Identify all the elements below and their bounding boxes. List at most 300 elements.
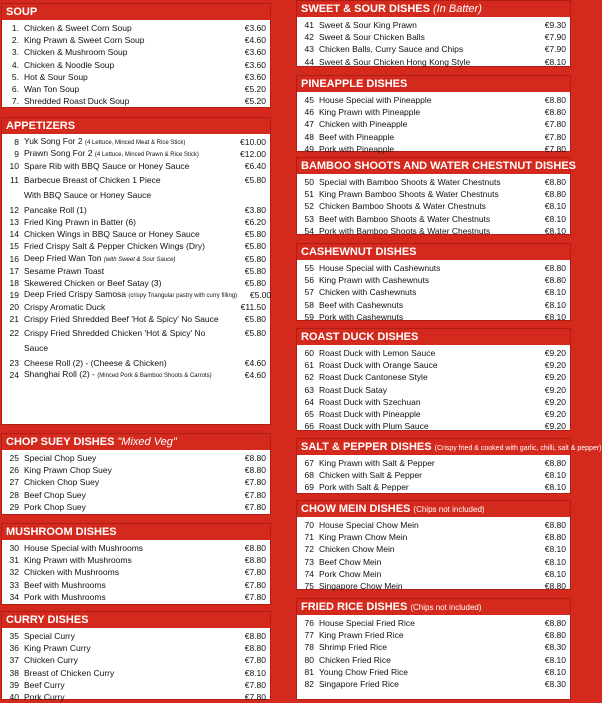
item-name-text: Roast Duck with Szechuan [319,396,421,407]
item-number: 9 [14,149,19,160]
item-number: 65 [304,408,314,419]
item-number: 32 [9,567,19,578]
menu-item [6,667,266,679]
item-number: 25 [9,453,19,463]
item-list [297,455,570,494]
item-price: €8.80 [244,643,266,654]
section-title: FRIED RICE DISHES [301,601,408,613]
item-name-text: Prawn Song For 2 [24,148,93,159]
item-name [319,19,532,31]
item-name [319,666,532,678]
item-name [24,630,232,642]
section-title: SWEET & SOUR DISHES [301,3,430,15]
item-name [319,420,532,432]
item-name-text: Roast Duck Cantonese Style [319,372,428,383]
item-price: €5.20 [244,96,266,107]
menu-item [301,481,566,493]
item-name [24,59,232,71]
item-name-text: Skewered Chicken or Beef Satay (3) [24,277,162,288]
item-name-text: Crispy Fried Shredded Beef 'Hot & Spicy' No Sauce [24,314,219,325]
section-title: SALT & PEPPER DISHES [301,441,432,453]
item-name-text: Shanghai Roll (2) - [24,369,95,379]
item-name [24,160,232,172]
item-price: €9.30 [544,20,566,30]
item-description: (with Sweet & Sour Sauce) [103,256,176,263]
item-price: €8.10 [544,299,566,310]
item-number: 8 [14,137,19,147]
item-price: €8.80 [244,555,266,566]
item-name [319,359,532,371]
item-price: €8.30 [544,678,566,689]
menu-item [301,19,566,31]
item-price: €7.80 [244,567,266,578]
item-number: 18 [9,277,19,288]
item-price: €6.40 [244,161,266,172]
item-price: €8.80 [544,618,566,628]
item-name-text: Crispy Aromatic Duck [24,302,106,313]
menu-item [6,59,266,71]
section-fried-rice [296,598,571,700]
item-price: €9.20 [544,372,566,383]
item-name [24,83,232,95]
item-list [297,174,570,237]
item-number: 75 [304,580,314,591]
item-name [319,118,532,130]
item-number: 82 [304,678,314,689]
item-number: 64 [304,396,314,407]
section-salt-pepper [296,438,602,494]
item-name-text: House Special with Mushrooms [24,543,144,553]
item-number: 55 [304,263,314,273]
item-number: 7. [11,96,19,107]
item-number: 17 [9,265,19,276]
menu-item [301,420,566,432]
item-name-text: Fried King Prawn in Batter (6) [24,216,136,227]
item-price: €9.20 [544,408,566,419]
item-name [319,408,532,420]
item-name [319,286,532,298]
item-name [24,34,232,46]
item-number: 35 [9,631,19,641]
item-name-text: Sweet & Sour Chicken Balls [319,32,425,43]
item-name [319,481,532,493]
item-number: 66 [304,421,314,432]
menu-item [6,679,266,691]
item-number: 21 [9,314,19,325]
item-name [24,301,232,313]
menu-item [301,118,566,130]
item-description: (crispy Triangular pastry with curry filling) [128,293,238,300]
item-list [2,134,270,381]
item-price: €3.80 [244,204,266,215]
section-header [2,524,270,540]
section-mushroom [1,523,271,605]
item-price: €5.20 [244,83,266,94]
item-name [319,225,532,237]
section-title: CHOW MEIN DISHES [301,503,411,515]
section-title: CHOP SUEY DISHES [6,436,115,448]
menu-item [6,228,266,240]
menu-item [301,457,566,469]
section-header [297,439,602,455]
item-list [297,17,570,68]
item-number: 1. [11,23,19,33]
menu-item [301,666,566,678]
item-number: 56 [304,275,314,286]
section-pineapple [296,75,571,152]
item-price: €8.80 [244,543,266,553]
item-name [319,617,532,629]
menu-item [6,566,266,578]
item-name-text: Wan Ton Soup [24,83,80,94]
item-name-text: King Prawn & Sweet Corn Soup [24,35,145,46]
item-name-text: Sweet & Sour King Prawn [319,20,417,30]
item-name-text: Crispy Fried Shredded Chicken 'Hot & Spicy' No [24,327,206,338]
section-chop-suey [1,433,271,515]
item-list [297,615,570,690]
item-name-text: Special with Bamboo Shoots & Water Chestnuts [319,177,501,187]
item-price: €8.80 [544,263,566,273]
section-header [297,158,577,174]
item-number: 47 [304,119,314,130]
item-name-text: Roast Duck with Pineapple [319,408,421,419]
item-name-text: Young Chow Fried Rice [319,666,408,677]
item-name-text: Pork with Mushrooms [24,591,106,602]
item-number: 39 [9,679,19,690]
menu-item [301,56,566,68]
item-number: 50 [304,177,314,187]
item-name-text: Beef with Pineapple [319,131,395,142]
item-name [319,94,532,106]
item-name-text: Shredded Roast Duck Soup [24,96,130,107]
item-price: €4.60 [244,35,266,46]
item-name [24,147,232,161]
item-name-text: Singapore Fried Rice [319,678,399,689]
item-description: (Minced Pork & Bamboo Shoots & Carrots) [97,373,212,379]
item-price: €7.80 [244,501,266,512]
menu-item [301,188,566,200]
item-name [24,95,232,107]
item-number: 24 [9,370,19,380]
item-name [24,452,232,464]
menu-item [301,359,566,371]
menu-item [6,95,266,107]
item-name-text: Barbecue Breast of Chicken 1 Piece [24,174,161,185]
item-price: €5.80 [244,265,266,276]
item-price: €9.20 [544,348,566,358]
item-name [24,288,237,302]
item-name-text: Chicken Balls, Curry Sauce and Chips [319,44,464,55]
menu-item [301,262,566,274]
item-number: 40 [9,691,19,702]
item-name [319,299,532,311]
item-price: €8.10 [544,666,566,677]
item-price: €8.80 [544,580,566,591]
menu-item [301,131,566,143]
item-name-text: Sauce [24,343,49,354]
item-list [297,345,570,432]
item-name [24,265,232,277]
item-name [24,667,232,679]
item-name-text: Roast Duck Satay [319,384,388,395]
item-price: €5.80 [244,229,266,240]
section-header [297,244,570,260]
menu-item [301,580,566,592]
menu-item [301,143,566,155]
item-name-text: House Special Chow Mein [319,520,419,530]
item-number: 19 [9,290,19,301]
section-roast-duck [296,328,571,431]
item-name-text: Chicken Wings in BBQ Sauce or Honey Sauce [24,229,200,240]
section-header [297,501,570,517]
item-list [2,628,270,703]
item-price: €5.80 [244,314,266,325]
menu-item [301,274,566,286]
item-name [24,489,232,501]
item-name-text: King Prawn with Cashewnuts [319,275,430,286]
section-chow-mein [296,500,571,590]
item-name [24,542,232,554]
item-price: €8.80 [544,532,566,543]
item-name [24,642,232,654]
item-name [319,556,532,568]
item-number: 57 [304,287,314,298]
menu-item [6,46,266,58]
item-name [24,204,232,216]
menu-item [301,371,566,383]
item-number: 76 [304,618,314,628]
item-name [319,200,532,212]
menu-item [6,452,266,464]
item-number: 81 [304,666,314,677]
item-name-text: With BBQ Sauce or Honey Sauce [24,190,152,201]
menu-item [6,301,266,313]
item-name [319,188,532,200]
section-title: CASHEWNUT DISHES [301,246,417,258]
item-price: €3.60 [244,47,266,58]
item-name-text: Pork with Bamboo Shoots & Water Chestnuts [319,225,491,236]
item-number: 38 [9,667,19,678]
item-number: 46 [304,107,314,118]
item-name-text: King Prawn with Pineapple [319,107,421,118]
menu-item [301,31,566,43]
item-number: 13 [9,216,19,227]
section-title: ROAST DUCK DISHES [301,331,419,343]
item-name-text: Chicken Fried Rice [319,654,391,665]
item-name-text: Chicken Chow Mein [319,544,395,555]
item-price: €8.80 [544,630,566,641]
item-price: €6.20 [244,216,266,227]
item-number: 3. [11,47,19,58]
item-price: €3.60 [244,71,266,82]
item-number: 74 [304,568,314,579]
item-price: €7.80 [244,489,266,500]
item-name [24,679,232,691]
item-name-text: Shrimp Fried Rice [319,642,388,653]
item-price: €9.20 [544,384,566,395]
item-description: (4 Lettuce, Minced Prawn & Rice Stick) [94,152,199,159]
menu-item [301,408,566,420]
item-name [319,371,532,383]
item-number: 77 [304,630,314,641]
item-price: €8.80 [244,631,266,641]
item-name-text: Singapore Chow Mein [319,580,403,591]
item-name-text: House Special Fried Rice [319,618,415,628]
item-price: €9.20 [544,421,566,432]
item-price: €5.80 [244,174,266,185]
section-title: CURRY DISHES [6,614,89,626]
menu-item [6,22,266,34]
item-number: 73 [304,556,314,567]
item-price: €4.60 [244,370,266,380]
item-name-text: Chicken Chop Suey [24,477,100,488]
item-name-text: Beef Curry [24,679,65,690]
menu-item [6,253,266,265]
section-header [2,612,270,628]
item-price: €8.80 [244,453,266,463]
item-list [2,20,270,107]
item-name-text: Chicken with Salt & Pepper [319,470,422,481]
menu-item [6,630,266,642]
item-number: 23 [9,357,19,368]
item-name [24,566,232,578]
item-price: €5.80 [244,327,266,338]
item-name-text: Chicken Curry [24,655,78,666]
menu-item [301,176,566,188]
section-note: (Chips not included) [413,505,485,514]
section-cashewnut [296,243,571,321]
section-header [297,329,570,345]
menu-item [6,369,266,381]
item-name [319,311,532,323]
item-number: 16 [9,253,19,264]
item-name-text: Roast Duck with Plum Sauce [319,421,429,432]
item-name-text: House Special with Cashewnuts [319,263,441,273]
menu-item [301,641,566,653]
menu-item [301,469,566,481]
item-number: 78 [304,642,314,653]
menu-item [6,654,266,666]
item-number: 67 [304,458,314,468]
item-name-text: King Prawn Bamboo Shoots & Water Chestnuts [319,189,499,200]
item-price: €7.80 [544,119,566,130]
item-price: €8.30 [544,642,566,653]
item-number: 10 [9,161,19,172]
section-note: "Mixed Veg" [117,436,177,448]
menu-item [6,83,266,95]
item-list [2,450,270,513]
item-name [24,341,232,357]
item-name [319,469,532,481]
item-name-text: Special Curry [24,631,76,641]
item-name [319,143,532,155]
item-name-text: Special Chop Suey [24,453,97,463]
item-name [319,56,532,68]
item-name-text: King Prawn Chow Mein [319,532,408,543]
item-number: 11 [10,174,19,185]
item-price: €9.20 [544,396,566,407]
item-number: 45 [304,95,314,105]
item-name [24,579,232,591]
menu-item [6,289,272,301]
item-number: 5. [11,71,19,82]
item-description: (4 Lettuce, Minced Meat & Rice Stick) [84,140,186,146]
menu-item [301,396,566,408]
item-number: 68 [304,470,314,481]
item-number: 28 [9,489,19,500]
item-number: 42 [304,32,314,43]
item-number: 49 [304,143,314,154]
item-price: €8.10 [544,56,566,67]
item-name-text: Spare Rib with BBQ Sauce or Honey Sauce [24,161,190,172]
section-note: (Crispy fried & cooked with garlic, chilli, salt & pepper) [434,445,602,452]
item-number: 43 [304,44,314,55]
item-number: 69 [304,482,314,493]
item-price: €5.00 [249,290,272,301]
item-number: 2. [11,35,19,46]
item-number: 36 [9,643,19,654]
item-number: 72 [304,544,314,555]
item-number: 71 [304,532,314,543]
menu-item [301,347,566,359]
item-price: €8.80 [544,520,566,530]
item-name [319,641,532,653]
item-name [24,501,232,513]
section-appetizers [1,117,271,425]
item-price: €8.80 [544,189,566,200]
item-name-text: Beef Chow Mein [319,556,382,567]
menu-item [6,265,266,277]
menu-item [6,34,266,46]
menu-item [6,579,266,591]
menu-item [301,213,566,225]
item-name [24,464,232,476]
item-name-text: King Prawn with Salt & Pepper [319,458,435,468]
item-name [319,106,532,118]
item-number: 44 [304,56,314,67]
item-price: €7.80 [544,131,566,142]
menu-item [301,617,566,629]
item-name [24,313,232,325]
item-number: 33 [9,579,19,590]
item-name [319,678,532,690]
item-name [24,173,232,189]
item-name-text: Roast Duck with Lemon Sauce [319,348,436,358]
item-number: 4. [11,59,19,70]
item-list [2,540,270,603]
item-name [24,228,232,240]
menu-item [301,225,566,237]
item-number: 26 [9,465,19,476]
section-header [297,76,570,92]
item-name [24,554,232,566]
menu-item [6,160,266,172]
item-number: 14 [9,229,19,240]
menu-item [6,542,266,554]
item-number: 62 [304,372,314,383]
menu-item [6,501,266,513]
menu-item [6,71,266,83]
menu-item [301,94,566,106]
menu-item [6,148,266,160]
item-name-text: Chicken & Noodle Soup [24,59,115,70]
item-price: €5.80 [244,253,266,264]
item-name-text: Hot & Sour Soup [24,71,88,82]
item-price: €11.50 [240,302,266,313]
item-price: €7.80 [244,591,266,602]
item-price: €8.80 [544,275,566,286]
item-name [24,22,232,34]
